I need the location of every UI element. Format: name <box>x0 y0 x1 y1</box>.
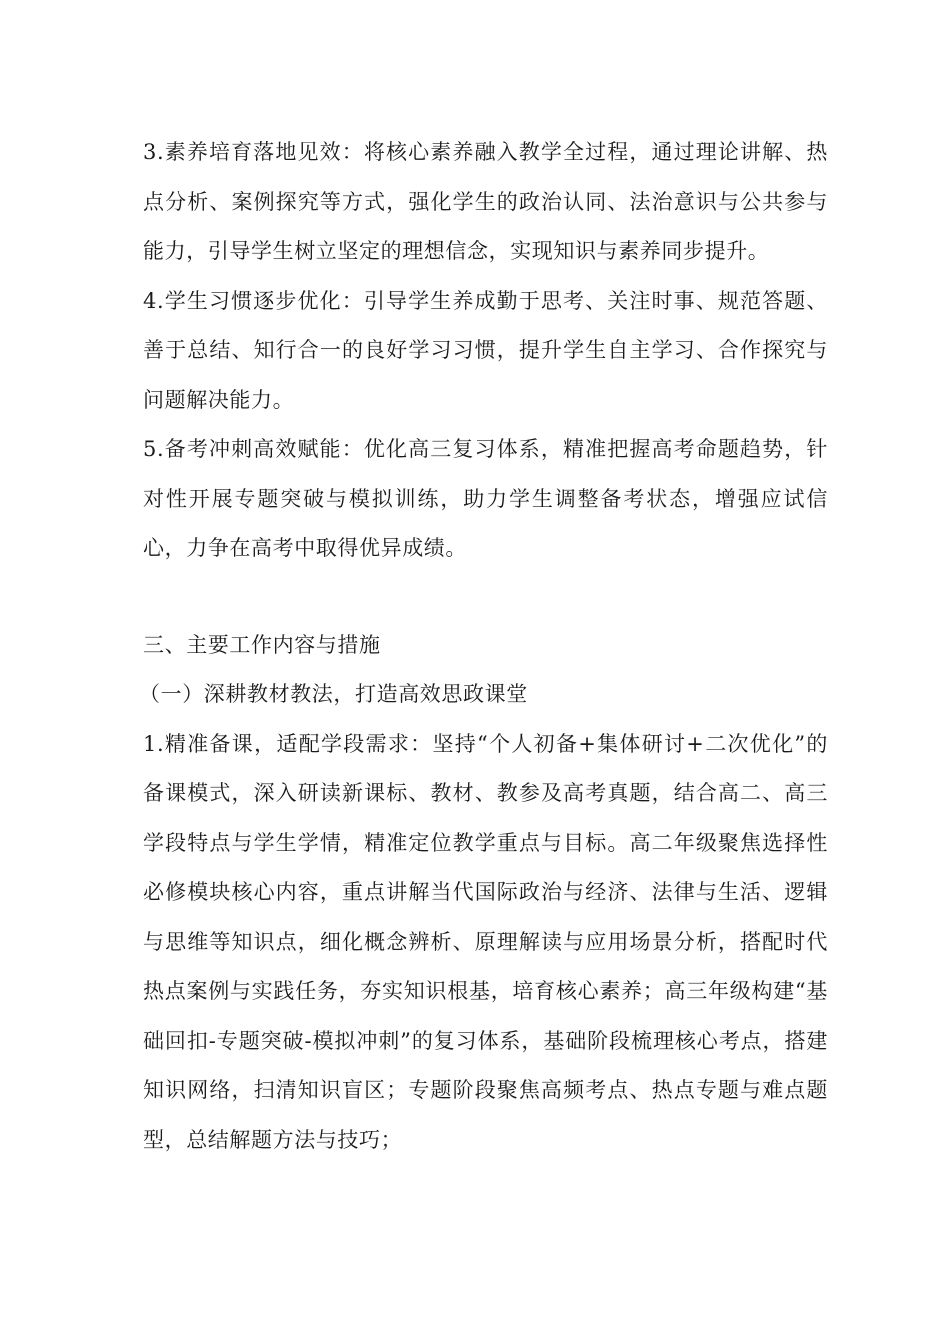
section-heading: 三、主要工作内容与措施 <box>143 632 381 657</box>
paragraph-study-habits: 4.学生习惯逐步优化：引导学生养成勤于思考、关注时事、规范答题、善于总结、知行合一的良好学习习惯，提升学生自主学习、合作探究与问题解决能力。 <box>143 288 828 412</box>
sub-heading: （一）深耕教材教法，打造高效思政课堂 <box>139 682 528 706</box>
blank-line <box>143 574 828 621</box>
paragraph-exam-preparation: 5.备考冲刺高效赋能：优化高三复习体系，精准把握高考命题趋势，针对性开展专题突破与模拟训练，助力学生调整备考状态，增强应试信心，力争在高考中取得优异成绩。 <box>143 437 828 560</box>
document-page <box>139 128 828 1165</box>
paragraph-literacy-cultivation: 3.素养培育落地见效：将核心素养融入教学全过程，通过理论讲解、热点分析、案例探究等方式，强化学生的政治认同、法治意识与公共参与能力，引导学生树立坚定的理想信念，实现知识与素养同步提升。 <box>143 140 828 263</box>
paragraph-lesson-preparation: 1.精准备课，适配学段需求：坚持“个人初备+集体研讨+二次优化”的备课模式，深入研读新课标、教材、教参及高考真题，结合高二、高三学段特点与学生学情，精准定位教学重点与目标。高二年级聚焦选择性必修模块核心内容，重点讲解当代国际政治与经济、法律与生活、逻辑与思维等知识点，细化概念辨析、原理解读与应用场景分析，搭配时代热点案例与实践任务，夯实知识根基，培育核心素养；高三年级构建“基础回扣-专题突破-模拟冲刺”的复习体系，基础阶段梳理核心考点，搭建知识网络，扫清知识盲区；专题阶段聚焦高频考点、热点专题与难点题型，总结解题方法与技巧； <box>143 731 828 1152</box>
